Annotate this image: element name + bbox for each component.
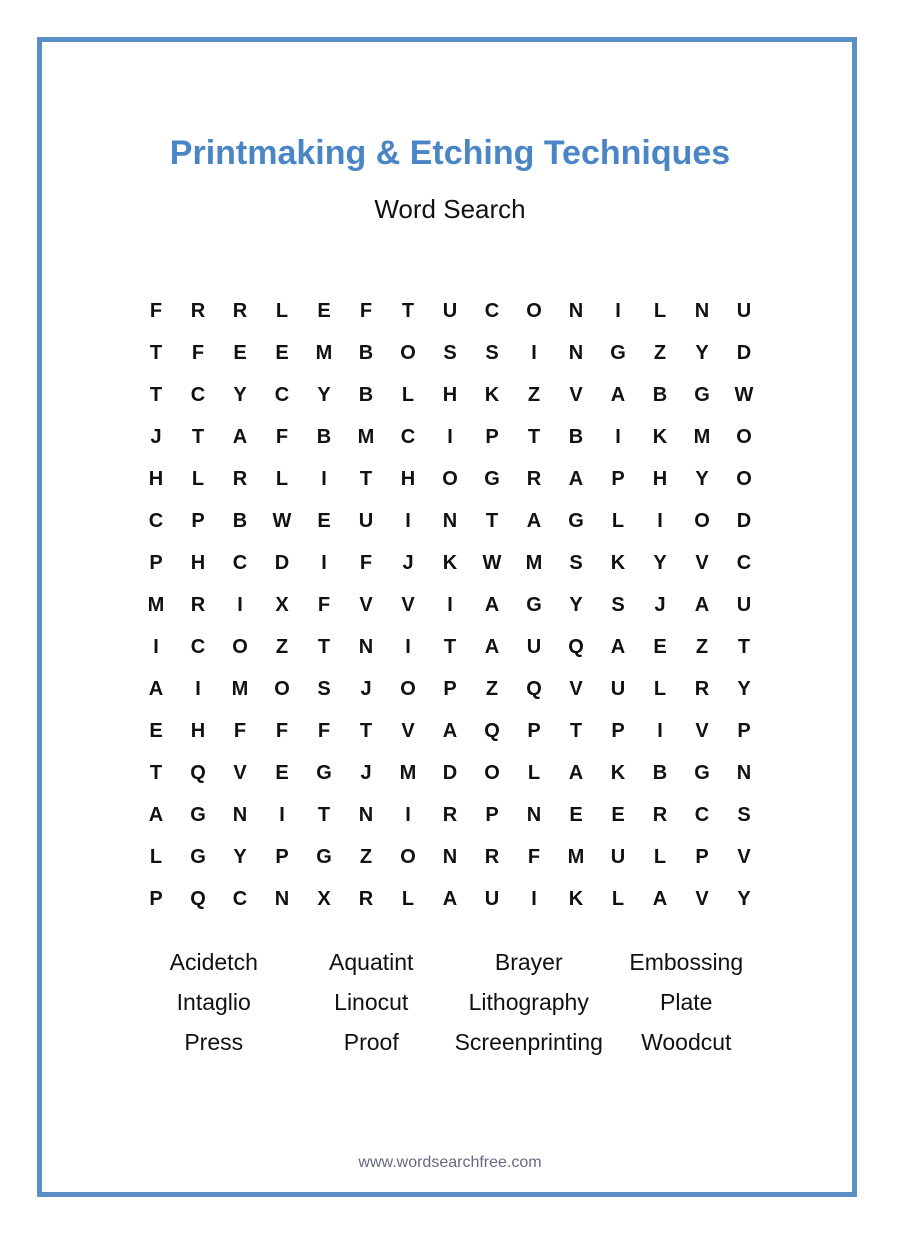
grid-cell[interactable]: R (652, 803, 668, 826)
grid-cell[interactable]: W (734, 383, 754, 406)
grid-cell[interactable]: G (610, 341, 626, 364)
grid-cell[interactable]: I (447, 593, 453, 616)
grid-cell[interactable]: W (272, 509, 292, 532)
grid-cell[interactable]: P (149, 887, 163, 910)
grid-cell[interactable]: F (275, 425, 289, 448)
grid-row (135, 584, 765, 626)
grid-cell[interactable]: L (191, 467, 205, 490)
grid-cell[interactable]: V (569, 677, 583, 700)
grid-row (135, 290, 765, 332)
grid-cell[interactable]: I (447, 425, 453, 448)
grid-cell[interactable]: M (315, 341, 333, 364)
grid-cell[interactable]: P (611, 467, 625, 490)
grid-cell[interactable]: G (568, 509, 584, 532)
footer-url: www.wordsearchfree.com (358, 1154, 542, 1171)
grid-cell[interactable]: J (360, 677, 372, 700)
grid-cell[interactable]: V (695, 551, 709, 574)
grid-row (135, 374, 765, 416)
grid-cell[interactable]: N (694, 299, 710, 322)
grid-cell[interactable]: L (401, 887, 415, 910)
grid-row (135, 752, 765, 794)
grid-cell[interactable]: N (568, 299, 584, 322)
word-list-item: Lithography (468, 989, 589, 1015)
grid-cell[interactable]: R (484, 845, 500, 868)
grid-cell[interactable]: F (317, 719, 331, 742)
grid-cell[interactable]: A (148, 803, 164, 826)
grid-cell[interactable]: E (317, 299, 331, 322)
grid-cell[interactable]: A (526, 509, 542, 532)
grid-cell[interactable]: E (275, 341, 289, 364)
grid-cell[interactable]: O (274, 677, 290, 700)
grid-cell[interactable]: L (275, 299, 289, 322)
grid-cell[interactable]: Y (695, 467, 709, 490)
grid-cell[interactable]: N (736, 761, 752, 784)
grid-cell[interactable]: Q (484, 719, 500, 742)
grid-cell[interactable]: H (190, 719, 206, 742)
grid-cell[interactable]: I (657, 719, 663, 742)
grid-cell[interactable]: B (316, 425, 332, 448)
grid-cell[interactable]: Y (737, 887, 751, 910)
grid-cell[interactable]: Q (568, 635, 584, 658)
grid-cell[interactable]: O (400, 677, 416, 700)
grid-cell[interactable]: R (232, 467, 248, 490)
grid-row (135, 878, 765, 920)
grid-cell[interactable]: T (149, 761, 163, 784)
grid-cell[interactable]: E (275, 761, 289, 784)
grid-cell[interactable]: A (694, 593, 710, 616)
letter-grid (135, 290, 765, 920)
grid-cell[interactable]: N (568, 341, 584, 364)
grid-cell[interactable]: P (527, 719, 541, 742)
grid-cell[interactable]: G (190, 803, 206, 826)
grid-cell[interactable]: S (737, 803, 751, 826)
grid-cell[interactable]: X (317, 887, 331, 910)
grid-cell[interactable]: J (360, 761, 372, 784)
grid-cell[interactable]: A (232, 425, 248, 448)
grid-cell[interactable]: F (359, 551, 373, 574)
grid-cell[interactable]: N (358, 803, 374, 826)
grid-cell[interactable]: V (359, 593, 373, 616)
grid-cell[interactable]: A (610, 383, 626, 406)
grid-cell[interactable]: I (405, 509, 411, 532)
grid-cell[interactable]: N (526, 803, 542, 826)
grid-cell[interactable]: B (358, 383, 374, 406)
grid-cell[interactable]: O (400, 845, 416, 868)
grid-cell[interactable]: N (232, 803, 248, 826)
grid-cell[interactable]: T (443, 635, 457, 658)
grid-cell[interactable]: W (482, 551, 502, 574)
grid-cell[interactable]: O (484, 761, 500, 784)
grid-cell[interactable]: J (150, 425, 162, 448)
grid-cell[interactable]: B (232, 509, 248, 532)
grid-cell[interactable]: C (400, 425, 416, 448)
grid-cell[interactable]: L (275, 467, 289, 490)
grid-cell[interactable]: N (442, 509, 458, 532)
grid-cell[interactable]: M (147, 593, 165, 616)
grid-cell[interactable]: T (401, 299, 415, 322)
grid-cell[interactable]: V (401, 719, 415, 742)
grid-cell[interactable]: R (442, 803, 458, 826)
grid-cell[interactable]: Z (653, 341, 667, 364)
grid-row (135, 332, 765, 374)
grid-cell[interactable]: C (190, 635, 206, 658)
word-list-item: Screenprinting (454, 1029, 603, 1055)
grid-cell[interactable]: L (611, 509, 625, 532)
grid-cell[interactable]: O (526, 299, 542, 322)
grid-cell[interactable]: K (610, 761, 626, 784)
grid-cell[interactable]: I (657, 509, 663, 532)
grid-cell[interactable]: L (527, 761, 541, 784)
grid-cell[interactable]: G (316, 845, 332, 868)
grid-cell[interactable]: S (611, 593, 625, 616)
grid-cell[interactable]: S (569, 551, 583, 574)
grid-cell[interactable]: M (399, 761, 417, 784)
grid-cell[interactable]: S (317, 677, 331, 700)
grid-cell[interactable]: T (317, 803, 331, 826)
grid-cell[interactable]: F (359, 299, 373, 322)
grid-cell[interactable]: B (652, 761, 668, 784)
grid-cell[interactable]: Z (527, 383, 541, 406)
grid-row (135, 668, 765, 710)
grid-cell[interactable]: K (484, 383, 500, 406)
grid-cell[interactable]: B (568, 425, 584, 448)
grid-cell[interactable]: C (232, 887, 248, 910)
grid-cell[interactable]: I (279, 803, 285, 826)
grid-cell[interactable]: I (153, 635, 159, 658)
grid-cell[interactable]: V (569, 383, 583, 406)
grid-cell[interactable]: L (401, 383, 415, 406)
grid-cell[interactable]: D (274, 551, 290, 574)
grid-cell[interactable]: E (317, 509, 331, 532)
grid-cell[interactable]: Y (233, 845, 247, 868)
grid-cell[interactable]: F (233, 719, 247, 742)
word-list-item: Embossing (629, 949, 744, 975)
grid-cell[interactable]: U (358, 509, 374, 532)
grid-cell[interactable]: S (443, 341, 457, 364)
grid-cell[interactable]: E (149, 719, 163, 742)
grid-cell[interactable]: Q (190, 761, 206, 784)
grid-cell[interactable]: K (568, 887, 584, 910)
word-list-item: Woodcut (641, 1029, 732, 1055)
puzzle-title: Printmaking & Etching Techniques (169, 134, 731, 172)
grid-cell[interactable]: I (615, 299, 621, 322)
grid-cell[interactable]: H (442, 383, 458, 406)
grid-cell[interactable]: O (736, 425, 752, 448)
grid-cell[interactable]: H (190, 551, 206, 574)
grid-cell[interactable]: P (485, 425, 499, 448)
word-list-item: Intaglio (176, 989, 251, 1015)
grid-cell[interactable]: T (149, 341, 163, 364)
grid-cell[interactable]: V (233, 761, 247, 784)
grid-cell[interactable]: I (321, 551, 327, 574)
grid-cell[interactable]: G (190, 845, 206, 868)
grid-cell[interactable]: N (442, 845, 458, 868)
puzzle-subtitle: Word Search (374, 194, 526, 224)
word-list-item: Proof (343, 1029, 399, 1055)
grid-cell[interactable]: N (274, 887, 290, 910)
grid-cell[interactable]: L (149, 845, 163, 868)
grid-cell[interactable]: I (405, 635, 411, 658)
grid-cell[interactable]: M (567, 845, 585, 868)
grid-cell[interactable]: A (148, 677, 164, 700)
grid-cell[interactable]: I (405, 803, 411, 826)
grid-cell[interactable]: P (485, 803, 499, 826)
grid-cell[interactable]: P (191, 509, 205, 532)
grid-cell[interactable]: P (611, 719, 625, 742)
grid-cell[interactable]: B (652, 383, 668, 406)
grid-cell[interactable]: Y (695, 341, 709, 364)
grid-cell[interactable]: I (237, 593, 243, 616)
grid-cell[interactable]: E (611, 803, 625, 826)
grid-cell[interactable]: G (484, 467, 500, 490)
grid-cell[interactable]: H (400, 467, 416, 490)
grid-cell[interactable]: C (190, 383, 206, 406)
grid-cell[interactable]: F (317, 593, 331, 616)
grid-cell[interactable]: A (484, 593, 500, 616)
grid-cell[interactable]: A (568, 761, 584, 784)
grid-cell[interactable]: S (485, 341, 499, 364)
grid-cell[interactable]: C (484, 299, 500, 322)
word-list-item: Plate (660, 989, 713, 1015)
grid-row (135, 794, 765, 836)
grid-cell[interactable]: K (652, 425, 668, 448)
word-list-item: Brayer (494, 949, 563, 975)
grid-cell[interactable]: T (359, 467, 373, 490)
grid-cell[interactable]: V (737, 845, 751, 868)
grid-cell[interactable]: V (695, 887, 709, 910)
grid-cell[interactable]: C (736, 551, 752, 574)
grid-cell[interactable]: V (695, 719, 709, 742)
grid-row (135, 626, 765, 668)
grid-cell[interactable]: P (275, 845, 289, 868)
grid-cell[interactable]: T (359, 719, 373, 742)
grid-cell[interactable]: I (531, 887, 537, 910)
grid-cell[interactable]: O (232, 635, 248, 658)
grid-cell[interactable]: U (610, 677, 626, 700)
grid-cell[interactable]: J (402, 551, 414, 574)
grid-cell[interactable]: G (526, 593, 542, 616)
grid-cell[interactable]: M (357, 425, 375, 448)
grid-cell[interactable]: X (275, 593, 289, 616)
grid-cell[interactable]: T (527, 425, 541, 448)
grid-cell[interactable]: O (400, 341, 416, 364)
grid-cell[interactable]: T (737, 635, 751, 658)
grid-cell[interactable]: T (485, 509, 499, 532)
grid-row (135, 542, 765, 584)
grid-cell[interactable]: U (526, 635, 542, 658)
grid-cell[interactable]: E (233, 341, 247, 364)
grid-cell[interactable]: U (736, 299, 752, 322)
grid-cell[interactable]: C (232, 551, 248, 574)
grid-cell[interactable]: R (190, 593, 206, 616)
grid-cell[interactable]: P (737, 719, 751, 742)
grid-cell[interactable]: G (694, 761, 710, 784)
grid-cell[interactable]: O (736, 467, 752, 490)
grid-cell[interactable]: C (694, 803, 710, 826)
word-list (135, 942, 765, 1062)
grid-cell[interactable]: L (653, 845, 667, 868)
grid-cell[interactable]: A (442, 719, 458, 742)
grid-cell[interactable]: A (568, 467, 584, 490)
grid-row (135, 836, 765, 878)
grid-cell[interactable]: M (525, 551, 543, 574)
grid-cell[interactable]: V (401, 593, 415, 616)
grid-row (135, 710, 765, 752)
grid-cell[interactable]: H (148, 467, 164, 490)
grid-cell[interactable]: Y (233, 383, 247, 406)
grid-cell[interactable]: T (317, 635, 331, 658)
grid-cell[interactable]: U (442, 299, 458, 322)
grid-cell[interactable]: Y (737, 677, 751, 700)
grid-cell[interactable]: R (694, 677, 710, 700)
grid-cell[interactable]: Y (569, 593, 583, 616)
grid-cell[interactable]: K (610, 551, 626, 574)
grid-cell[interactable]: G (316, 761, 332, 784)
grid-cell[interactable]: F (275, 719, 289, 742)
grid-cell[interactable]: E (653, 635, 667, 658)
grid-cell[interactable]: I (195, 677, 201, 700)
grid-cell[interactable]: Y (317, 383, 331, 406)
grid-cell[interactable]: H (652, 467, 668, 490)
word-list-item: Linocut (334, 989, 409, 1015)
grid-cell[interactable]: L (653, 299, 667, 322)
grid-cell[interactable]: P (149, 551, 163, 574)
word-list-item: Aquatint (329, 949, 414, 975)
grid-cell[interactable]: I (321, 467, 327, 490)
grid-cell[interactable]: L (653, 677, 667, 700)
grid-cell[interactable]: U (610, 845, 626, 868)
grid-cell[interactable]: F (191, 341, 205, 364)
grid-cell[interactable]: A (610, 635, 626, 658)
grid-cell[interactable]: Z (695, 635, 709, 658)
grid-cell[interactable]: T (569, 719, 583, 742)
grid-cell[interactable]: E (569, 803, 583, 826)
grid-cell[interactable]: M (693, 425, 711, 448)
grid-cell[interactable]: A (442, 887, 458, 910)
grid-cell[interactable]: A (484, 635, 500, 658)
grid-cell[interactable]: K (442, 551, 458, 574)
word-list-item: Acidetch (169, 949, 258, 975)
grid-cell[interactable]: Y (653, 551, 667, 574)
grid-row (135, 458, 765, 500)
grid-cell[interactable]: C (148, 509, 164, 532)
grid-cell[interactable]: L (611, 887, 625, 910)
grid-cell[interactable]: U (484, 887, 500, 910)
grid-cell[interactable]: N (358, 635, 374, 658)
grid-cell[interactable]: Z (485, 677, 499, 700)
grid-row (135, 416, 765, 458)
grid-cell[interactable]: A (652, 887, 668, 910)
grid-cell[interactable]: G (694, 383, 710, 406)
grid-row (135, 500, 765, 542)
grid-cell[interactable]: Z (275, 635, 289, 658)
word-list-item: Press (184, 1029, 244, 1055)
grid-cell[interactable]: D (736, 509, 752, 532)
grid-cell[interactable]: J (654, 593, 666, 616)
grid-cell[interactable]: M (231, 677, 249, 700)
grid-cell[interactable]: P (443, 677, 457, 700)
grid-cell[interactable]: F (527, 845, 541, 868)
grid-cell[interactable]: F (149, 299, 163, 322)
grid-cell[interactable]: Z (359, 845, 373, 868)
grid-cell[interactable]: D (442, 761, 458, 784)
grid-cell[interactable]: B (358, 341, 374, 364)
grid-cell[interactable]: R (190, 299, 206, 322)
grid-cell[interactable]: R (232, 299, 248, 322)
grid-cell[interactable]: P (695, 845, 709, 868)
grid-cell[interactable]: C (274, 383, 290, 406)
grid-cell[interactable]: O (442, 467, 458, 490)
grid-cell[interactable]: Q (526, 677, 542, 700)
grid-cell[interactable]: I (531, 341, 537, 364)
grid-cell[interactable]: U (736, 593, 752, 616)
grid-cell[interactable]: R (358, 887, 374, 910)
grid-cell[interactable]: Q (190, 887, 206, 910)
grid-cell[interactable]: I (615, 425, 621, 448)
grid-cell[interactable]: D (736, 341, 752, 364)
grid-cell[interactable]: T (191, 425, 205, 448)
grid-cell[interactable]: T (149, 383, 163, 406)
grid-cell[interactable]: O (694, 509, 710, 532)
grid-cell[interactable]: R (526, 467, 542, 490)
